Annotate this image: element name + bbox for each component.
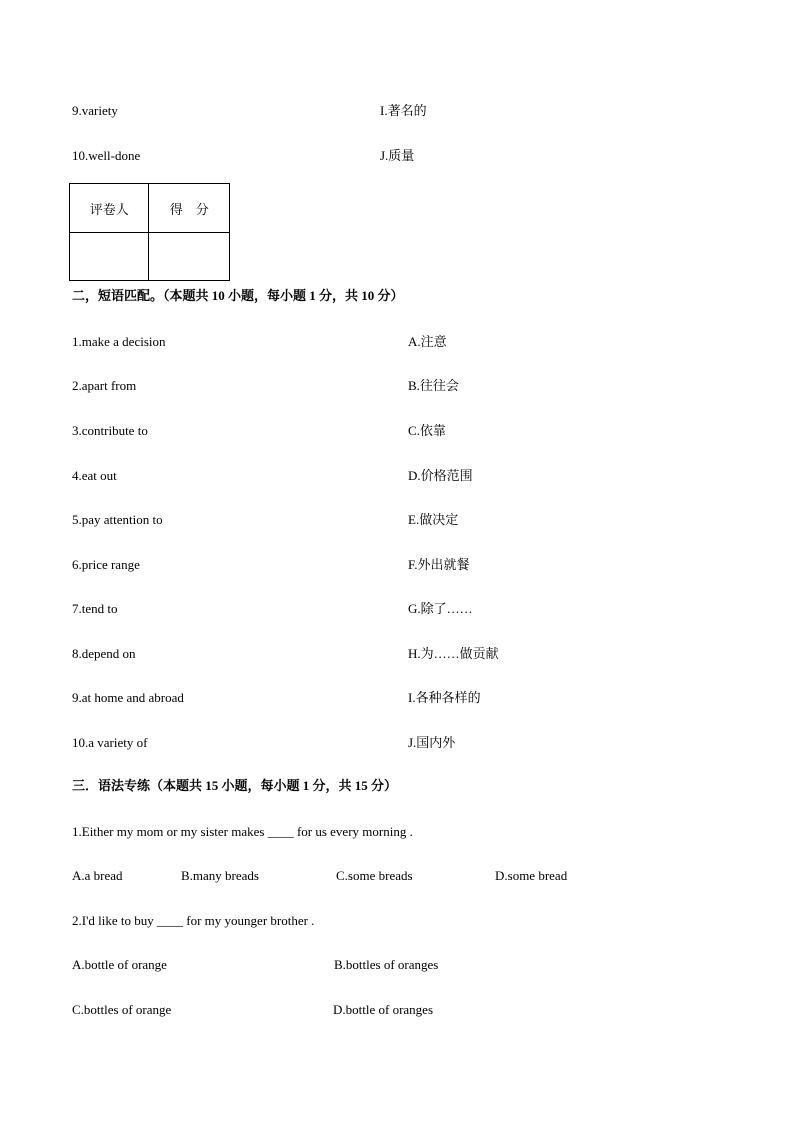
score-header: 得 分: [149, 184, 230, 233]
score-cell: [149, 233, 230, 281]
phrase-item: 8.depend on: [72, 646, 136, 661]
grader-header: 评卷人: [70, 184, 149, 233]
option-a: A.a bread: [72, 868, 123, 883]
match-left-10: 10.well-done: [72, 148, 141, 163]
phrase-item: 2.apart from: [72, 378, 137, 393]
meaning-item: C.依靠: [408, 423, 446, 438]
option-c: C.some breads: [336, 868, 413, 883]
question-stem: 2.I'd like to buy ____ for my younger brother .: [72, 913, 315, 928]
phrase-item: 6.price range: [72, 557, 140, 572]
phrase-item: 1.make a decision: [72, 334, 166, 349]
option-c: C.bottles of orange: [72, 1002, 172, 1017]
phrase-item: 5.pay attention to: [72, 512, 163, 527]
option-a: A.bottle of orange: [72, 957, 167, 972]
meaning-item: F.外出就餐: [408, 557, 470, 572]
grader-score-table: [69, 183, 230, 281]
meaning-item: E.做决定: [408, 512, 459, 527]
phrase-item: 7.tend to: [72, 601, 118, 616]
match-right-i: I.著名的: [380, 103, 427, 118]
phrase-item: 3.contribute to: [72, 423, 148, 438]
meaning-item: J.国内外: [408, 735, 456, 750]
phrase-item: 4.eat out: [72, 468, 117, 483]
match-right-j: J.质量: [380, 148, 415, 163]
meaning-item: H.为……做贡献: [408, 646, 499, 661]
phrase-item: 10.a variety of: [72, 735, 148, 750]
option-d: D.some bread: [495, 868, 568, 883]
meaning-item: A.注意: [408, 334, 447, 349]
meaning-item: G.除了……: [408, 601, 473, 616]
option-d: D.bottle of oranges: [333, 1002, 434, 1017]
match-left-9: 9.variety: [72, 103, 118, 118]
section3-title: 三．语法专练（本题共 15 小题，每小题 1 分，共 15 分）: [72, 778, 398, 793]
option-b: B.bottles of oranges: [334, 957, 439, 972]
meaning-item: I.各种各样的: [408, 690, 481, 705]
question-stem: 1.Either my mom or my sister makes ____ for us every morning .: [72, 824, 413, 839]
meaning-item: B.往往会: [408, 378, 459, 393]
grader-cell: [70, 233, 149, 281]
phrase-item: 9.at home and abroad: [72, 690, 184, 705]
option-b: B.many breads: [181, 868, 259, 883]
section2-title: 二，短语匹配。（本题共 10 小题，每小题 1 分，共 10 分）: [72, 288, 404, 303]
meaning-item: D.价格范围: [408, 468, 473, 483]
